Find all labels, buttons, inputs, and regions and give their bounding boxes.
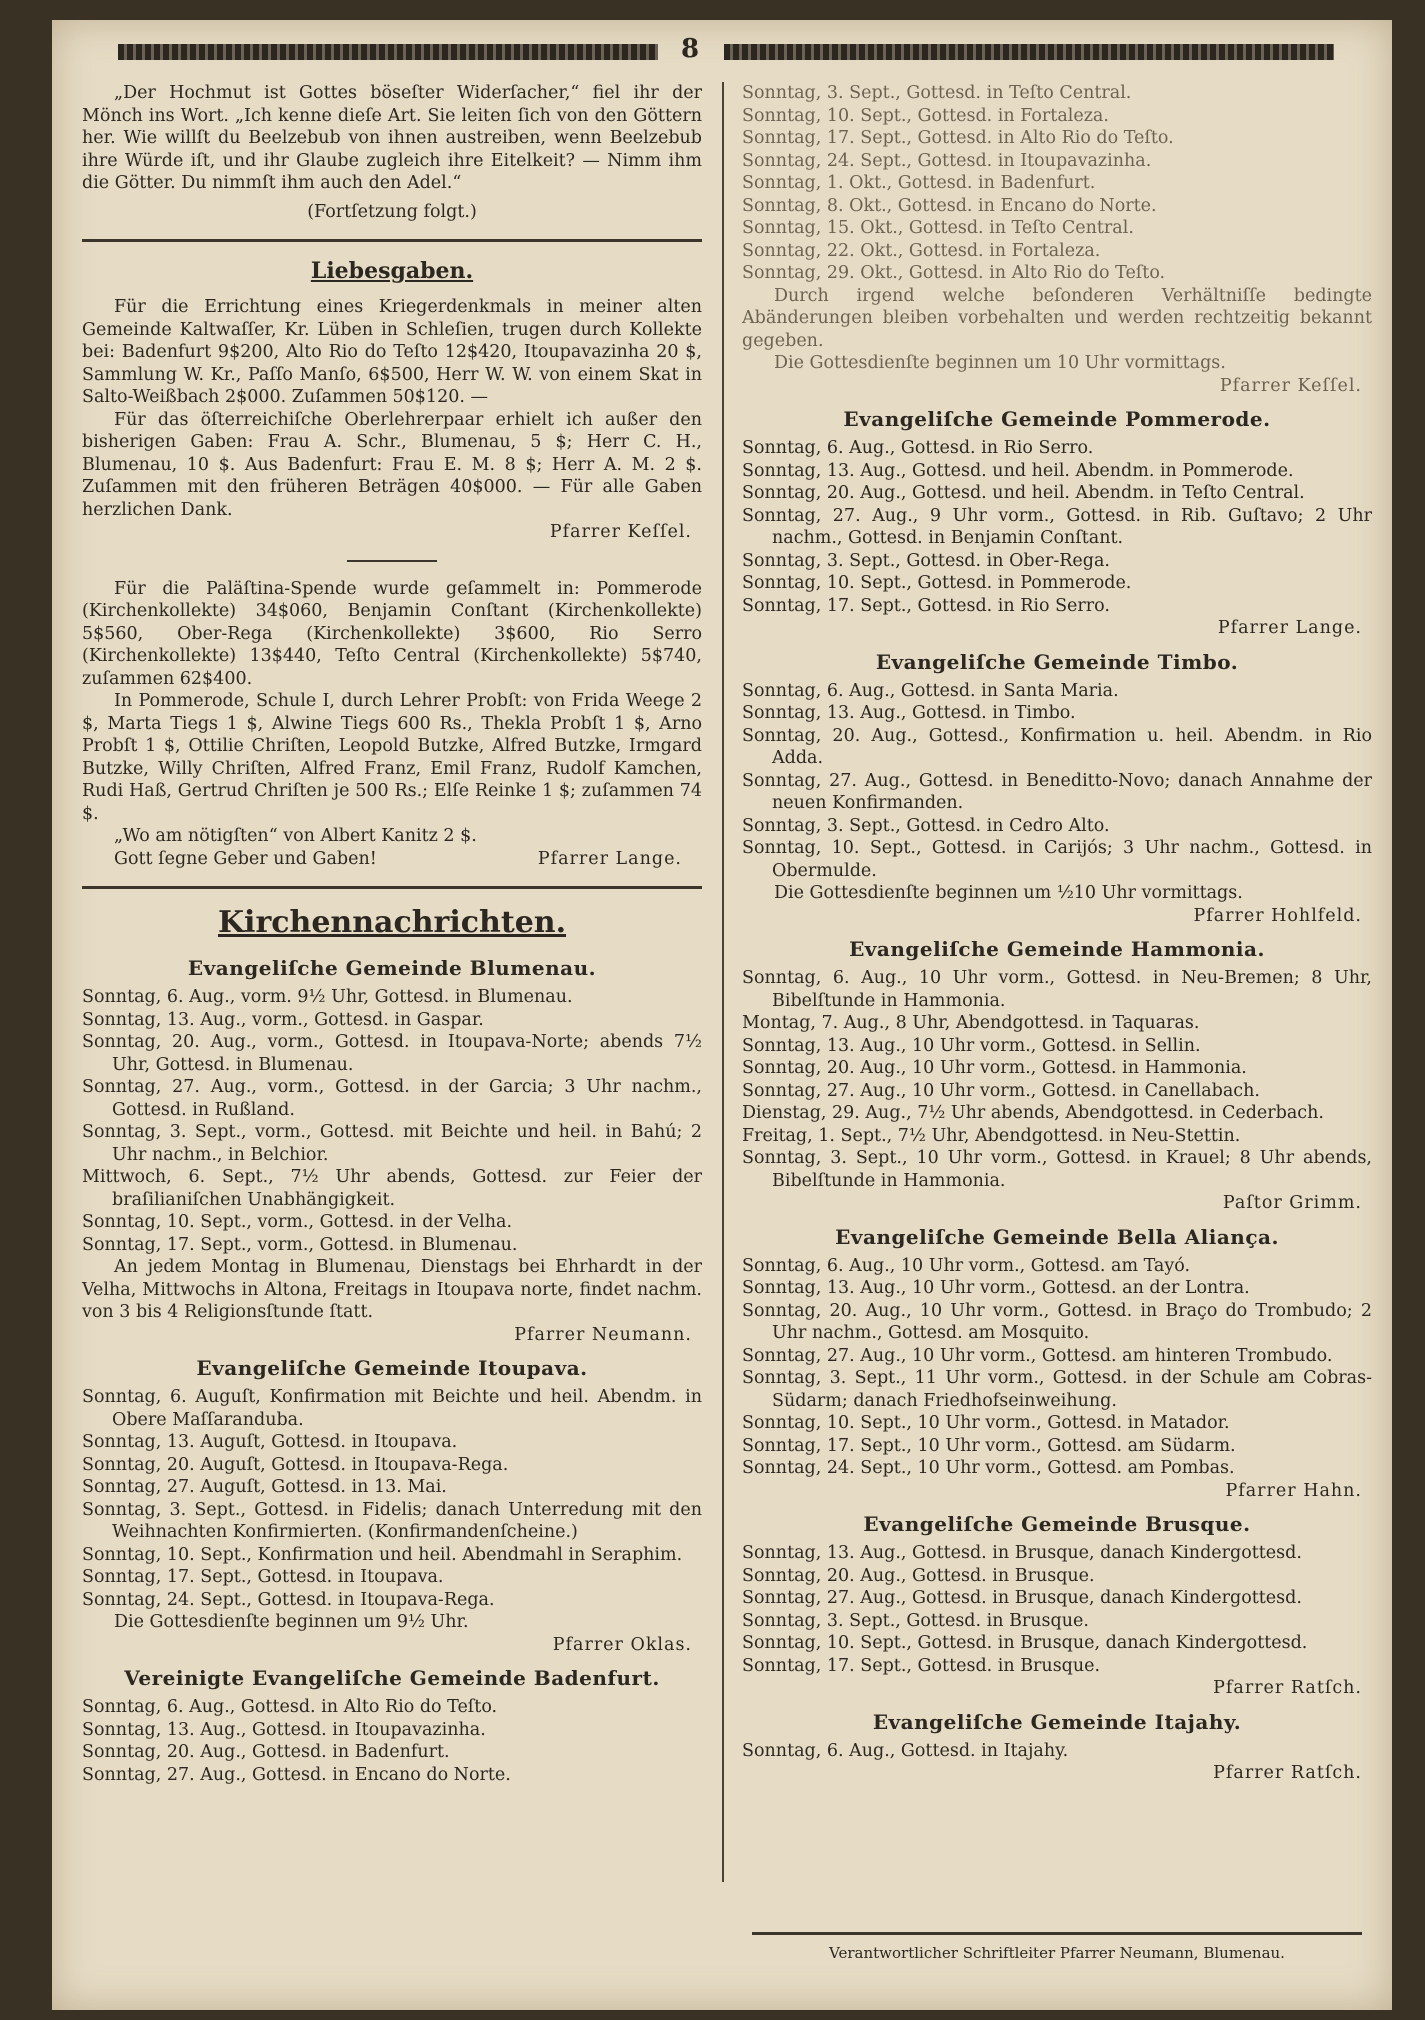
schedule-line: Sonntag, 24. Sept., Gottesd. in Itoupavazinha. <box>742 150 1152 171</box>
schedule-line: Sonntag, 13. Auguſt, Gottesd. in Itoupava. <box>82 1432 458 1452</box>
schedule-line: Montag, 7. Aug., 8 Uhr, Abendgottesd. in Taquaras. <box>742 1013 1200 1033</box>
schedule-line: Sonntag, 24. Sept., 10 Uhr vorm., Gottesd. am Pombas. <box>742 1458 1235 1478</box>
schedule-line: Sonntag, 3. Sept., Gottesd. in Cedro Alto. <box>742 815 1110 836</box>
signature: Paſtor Grimm. <box>1222 1193 1362 1213</box>
congregation-heading: Evangeliſche Gemeinde Hammonia. <box>849 937 1265 961</box>
badenfurt-schedule-continued <box>742 82 1372 397</box>
column-divider <box>722 82 724 1882</box>
story-continued-note: (Fortſetzung folgt.) <box>307 201 477 222</box>
blumenau-schedule <box>82 986 702 1256</box>
schedule-line: Sonntag, 20. Aug., 10 Uhr vorm., Gottesd. in Hammonia. <box>742 1058 1247 1078</box>
liebesgaben-closing <box>82 848 702 871</box>
schedule-line: Sonntag, 10. Sept., Gottesd. in Pommerode. <box>742 573 1132 593</box>
bella-aliança-schedule <box>742 1255 1372 1480</box>
badenfurt-schedule <box>82 1696 702 1786</box>
liebesgaben-paragraph: Für das öſterreichiſche Oberlehrerpaar erhielt ich außer den bisherigen Gaben: Frau A. Schr., Blumenau, 5 $; Herr C. H., Blumenau, 10 $. Aus Badenfurt: Frau E. M. 8 $; Herr A. M. 2 $. Zuſammen mit den früheren Beträgen 40$000. — Für alle Gaben herzlichen Dank. <box>82 409 702 520</box>
congregation-heading: Evangeliſche Gemeinde Bella Aliança. <box>835 1224 1279 1249</box>
signature: Pfarrer Ratſch. <box>1213 1763 1362 1783</box>
signature: Pfarrer Keſſel. <box>549 522 692 542</box>
schedule-line: Sonntag, 15. Okt., Gottesd. in Teſto Central. <box>742 218 1134 238</box>
congregation-heading: Evangeliſche Gemeinde Brusque. <box>863 1512 1251 1536</box>
schedule-line: Sonntag, 10. Sept., Gottesd. in Brusque, danach Kindergottesd. <box>742 1633 1308 1653</box>
congregation-heading: Evangeliſche Gemeinde Pommerode. <box>843 407 1271 431</box>
schedule-line: Sonntag, 20. Aug., vorm., Gottesd. in Itoupava-Norte; abends 7½ Uhr, Gottesd. in Blumenau. <box>82 1032 702 1075</box>
page-header <box>52 34 1392 62</box>
schedule-line: Sonntag, 27. Aug., 9 Uhr vorm., Gottesd. in Rib. Guſtavo; 2 Uhr nachm., Gottesd. in Benjamin Conſtant. <box>742 505 1372 548</box>
schedule-line: Sonntag, 6. Aug., vorm. 9½ Uhr, Gottesd. in Blumenau. <box>82 987 573 1007</box>
page-number: 8 <box>680 34 700 64</box>
schedule-line: Sonntag, 17. Sept., vorm., Gottesd. in Blumenau. <box>82 1234 518 1255</box>
schedule-line: Sonntag, 10. Sept., Gottesd. in Carijós; 3 Uhr nachm., Gottesd. in Obermulde. <box>742 838 1372 881</box>
schedule-note: Die Gottesdienſte beginnen um 10 Uhr vormittags. <box>774 353 1226 373</box>
story-excerpt: „Der Hochmut ist Gottes böseſter Widerſacher,“ fiel ihr der Mönch ins Wort. „Ich kenne dieſe Art. Sie leiten ſich von den Göttern her. Wie willſt du Beelzebub von ihnen austreiben, wenn Beelzebub ihre Würde iſt, und ihr Glaube zugleich ihre Eitelkeit? — Nimm ihm die Götter. Du nimmſt ihm auch den Adel.“ <box>82 83 702 193</box>
signature: Pfarrer Ratſch. <box>1213 1678 1362 1698</box>
schedule-line: Dienstag, 29. Aug., 7½ Uhr abends, Abendgottesd. in Cederbach. <box>742 1103 1324 1123</box>
pommerode-schedule <box>742 437 1372 617</box>
schedule-line: Sonntag, 27. Aug., 10 Uhr vorm., Gottesd. in Canellabach. <box>742 1080 1260 1101</box>
schedule-line: Sonntag, 6. Auguſt, Konfirmation mit Beichte und heil. Abendm. in Obere Maſſaranduba. <box>82 1387 702 1430</box>
schedule-line: Sonntag, 10. Sept., 10 Uhr vorm., Gottesd. in Matador. <box>742 1413 1230 1433</box>
blessing-text: Gott ſegne Geber und Gaben! <box>114 848 377 869</box>
schedule-line: Sonntag, 29. Okt., Gottesd. in Alto Rio do Teſto. <box>742 263 1166 283</box>
schedule-line: Sonntag, 22. Okt., Gottesd. in Fortaleza. <box>742 240 1101 261</box>
section-divider <box>82 239 702 242</box>
schedule-line: Sonntag, 13. Aug., Gottesd. in Timbo. <box>742 703 1076 723</box>
footer-divider <box>752 1932 1362 1935</box>
schedule-line: Sonntag, 20. Auguſt, Gottesd. in Itoupava-Rega. <box>82 1454 509 1475</box>
schedule-line: Sonntag, 13. Aug., Gottesd. in Itoupavazinha. <box>82 1719 486 1740</box>
schedule-line: Sonntag, 20. Aug., Gottesd. in Brusque. <box>742 1565 1095 1586</box>
schedule-line: Sonntag, 17. Sept., Gottesd. in Alto Rio do Teſto. <box>742 128 1174 148</box>
schedule-line: Sonntag, 13. Aug., vorm., Gottesd. in Gaspar. <box>82 1009 484 1030</box>
schedule-line: Sonntag, 6. Aug., Gottesd. in Rio Serro. <box>742 438 1094 458</box>
newspaper-page <box>52 20 1392 2010</box>
schedule-line: Sonntag, 6. Aug., Gottesd. in Itajahy. <box>742 1740 1069 1761</box>
schedule-line: Sonntag, 17. Sept., 10 Uhr vorm., Gottesd. am Südarm. <box>742 1435 1236 1456</box>
schedule-line: Sonntag, 20. Aug., Gottesd. in Badenfurt. <box>82 1742 450 1762</box>
schedule-note: Die Gottesdienſte beginnen um 9½ Uhr. <box>114 1612 469 1632</box>
schedule-note: Die Gottesdienſte beginnen um ½10 Uhr vormittags. <box>774 883 1243 903</box>
liebesgaben-paragraph: „Wo am nötigſten“ von Albert Kanitz 2 $. <box>114 826 477 846</box>
schedule-line: Sonntag, 3. Sept., Gottesd. in Brusque. <box>742 1610 1089 1631</box>
schedule-line: Sonntag, 6. Aug., 10 Uhr vorm., Gottesd. am Tayó. <box>742 1255 1191 1276</box>
liebesgaben-paragraph: In Pommerode, Schule I, durch Lehrer Probſt: von Frida Weege 2 $, Marta Tiegs 1 $, Alwine Tiegs 600 Rs., Thekla Probſt 1 $, Arno Probſt 1 $, Ottilie Chriſten, Leopold Butzke, Alfred Butzke, Irmgard Butzke, Willy Chriſten, Alfred Franz, Emil Franz, Rudolf Kamchen, Rudi Haß, Gertrud Chriſten je 500 Rs.; Elſe Reinke 1 $; zuſammen 74 $. <box>82 691 702 824</box>
right-column <box>742 82 1372 1785</box>
schedule-note: Durch irgend welche beſonderen Verhältniſſe bedingte Abänderungen bleiben vorbehalten und werden rechtzeitig bekannt gegeben. <box>742 285 1372 351</box>
schedule-line: Sonntag, 13. Aug., Gottesd. und heil. Abendm. in Pommerode. <box>742 460 1294 481</box>
schedule-line: Sonntag, 10. Sept., Konfirmation und heil. Abendmahl in Seraphim. <box>82 1544 683 1565</box>
schedule-line: Sonntag, 17. Sept., Gottesd. in Brusque. <box>742 1655 1101 1676</box>
schedule-line: Mittwoch, 6. Sept., 7½ Uhr abends, Gottesd. zur Feier der braſilianiſchen Unabhängigkeit. <box>82 1167 702 1210</box>
schedule-note: An jedem Montag in Blumenau, Dienstags bei Ehrhardt in der Velha, Mittwochs in Altona, Freitags in Itoupava norte, findet nachm. von 3 bis 4 Religionsſtunde ſtatt. <box>82 1257 702 1322</box>
congregation-heading: Evangeliſche Gemeinde Itoupava. <box>196 1356 588 1380</box>
schedule-line: Sonntag, 27. Aug., 10 Uhr vorm., Gottesd. am hinteren Trombudo. <box>742 1345 1333 1366</box>
signature: Pfarrer Oklas. <box>552 1634 692 1655</box>
signature: Pfarrer Keſſel. <box>1219 375 1362 396</box>
schedule-line: Sonntag, 27. Aug., Gottesd. in Encano do Norte. <box>82 1764 511 1785</box>
liebesgaben-paragraph: Für die Errichtung eines Kriegerdenkmals in meiner alten Gemeinde Kaltwaſſer, Kr. Lüben in Schleſien, trugen durch Kollekte bei: Badenfurt 9$200, Alto Rio do Teſto 12$420, Itoupavazinha 20 $, Sammlung W. Kr., Paſſo Manſo, 6$500, Herr W. W. von einem Skat in Salto-Weißbach 2$000. Zuſammen 50$120. — <box>82 297 702 407</box>
imprint-footer: Verantwortlicher Schriftleiter Pfarrer Neumann, Blumenau. <box>829 1944 1285 1962</box>
itoupava-schedule <box>82 1386 702 1611</box>
schedule-line: Sonntag, 20. Aug., 10 Uhr vorm., Gottesd. in Braço do Trombudo; 2 Uhr nachm., Gottesd. am Mosquito. <box>742 1300 1372 1343</box>
schedule-line: Sonntag, 27. Aug., Gottesd. in Beneditto-Novo; danach Annahme der neuen Konfirmanden. <box>742 770 1372 813</box>
schedule-line: Sonntag, 24. Sept., Gottesd. in Itoupava-Rega. <box>82 1589 495 1610</box>
schedule-line: Sonntag, 27. Aug., vorm., Gottesd. in der Garcia; 3 Uhr nachm., Gottesd. in Rußland. <box>82 1077 702 1120</box>
schedule-line: Sonntag, 3. Sept., vorm., Gottesd. mit Beichte und heil. in Bahú; 2 Uhr nachm., in Belchior. <box>82 1122 702 1165</box>
schedule-line: Sonntag, 8. Okt., Gottesd. in Encano do Norte. <box>742 195 1157 216</box>
left-column <box>82 82 702 1786</box>
congregation-heading: Evangeliſche Gemeinde Blumenau. <box>187 956 597 980</box>
liebesgaben-heading: Liebesgaben. <box>310 258 474 284</box>
schedule-line: Sonntag, 20. Aug., Gottesd., Konfirmation u. heil. Abendm. in Rio Adda. <box>742 725 1372 768</box>
schedule-line: Sonntag, 1. Okt., Gottesd. in Badenfurt. <box>742 173 1096 193</box>
schedule-line: Sonntag, 10. Sept., vorm., Gottesd. in der Velha. <box>82 1212 513 1232</box>
schedule-line: Sonntag, 6. Aug., Gottesd. in Santa Maria. <box>742 680 1119 701</box>
signature: Pfarrer Lange. <box>537 848 682 869</box>
signature: Pfarrer Hohlfeld. <box>1193 905 1362 926</box>
schedule-line: Sonntag, 13. Aug., Gottesd. in Brusque, danach Kindergottesd. <box>742 1543 1302 1563</box>
short-divider <box>347 560 437 562</box>
section-divider <box>82 886 702 889</box>
schedule-line: Sonntag, 6. Aug., 10 Uhr vorm., Gottesd. in Neu-Bremen; 8 Uhr, Bibelſtunde in Hammonia. <box>742 968 1372 1011</box>
congregation-heading: Vereinigte Evangeliſche Gemeinde Badenfurt. <box>124 1666 660 1690</box>
schedule-line: Sonntag, 6. Aug., Gottesd. in Alto Rio do Teſto. <box>82 1697 498 1717</box>
signature: Pfarrer Neumann. <box>514 1324 692 1345</box>
schedule-line: Sonntag, 3. Sept., Gottesd. in Fidelis; danach Unterredung mit den Weihnachten Konfirmierten. (Konfirmandenſcheine.) <box>82 1499 702 1542</box>
schedule-line: Sonntag, 3. Sept., 10 Uhr vorm., Gottesd. in Krauel; 8 Uhr abends, Bibelſtunde in Hammonia. <box>742 1148 1372 1191</box>
schedule-line: Sonntag, 20. Aug., Gottesd. und heil. Abendm. in Teſto Central. <box>742 483 1305 503</box>
kirchennachrichten-heading: Kirchennachrichten. <box>217 905 567 940</box>
schedule-line: Sonntag, 17. Sept., Gottesd. in Itoupava. <box>82 1567 444 1587</box>
schedule-line: Sonntag, 13. Aug., 10 Uhr vorm., Gottesd. an der Lontra. <box>742 1278 1250 1298</box>
schedule-line: Sonntag, 10. Sept., Gottesd. in Fortaleza. <box>742 105 1109 126</box>
brusque-schedule <box>742 1542 1372 1677</box>
signature: Pfarrer Lange. <box>1217 618 1362 638</box>
liebesgaben-paragraph: Für die Paläſtina-Spende wurde geſammelt in: Pommerode (Kirchenkollekte) 34$060, Benjamin Conſtant (Kirchenkollekte) 5$560, Ober-Rega (Kirchenkollekte) 3$600, Rio Serro (Kirchenkollekte) 13$440, Teſto Central (Kirchenkollekte) 5$740, zuſammen 62$400. <box>82 578 702 689</box>
schedule-line: Freitag, 1. Sept., 7½ Uhr, Abendgottesd. in Neu-Stettin. <box>742 1125 1241 1146</box>
schedule-line: Sonntag, 17. Sept., Gottesd. in Rio Serro. <box>742 595 1110 616</box>
schedule-line: Sonntag, 3. Sept., Gottesd. in Ober-Rega. <box>742 550 1110 571</box>
congregation-heading: Evangeliſche Gemeinde Timbo. <box>875 649 1239 674</box>
schedule-line: Sonntag, 27. Auguſt, Gottesd. in 13. Mai. <box>82 1477 447 1497</box>
congregation-heading: Evangeliſche Gemeinde Itajahy. <box>872 1709 1242 1734</box>
schedule-line: Sonntag, 3. Sept., Gottesd. in Teſto Central. <box>742 83 1132 103</box>
header-ornament-right <box>724 44 1334 60</box>
schedule-line: Sonntag, 3. Sept., 11 Uhr vorm., Gottesd. in der Schule am Cobras-Südarm; danach Friedhofseinweihung. <box>742 1368 1372 1411</box>
header-ornament-left <box>118 44 658 60</box>
timbo-schedule <box>742 680 1372 883</box>
schedule-line: Sonntag, 27. Aug., Gottesd. in Brusque, danach Kindergottesd. <box>742 1588 1302 1608</box>
signature: Pfarrer Hahn. <box>1225 1480 1362 1501</box>
hammonia-schedule <box>742 967 1372 1192</box>
schedule-line: Sonntag, 13. Aug., 10 Uhr vorm., Gottesd. in Sellin. <box>742 1035 1201 1056</box>
